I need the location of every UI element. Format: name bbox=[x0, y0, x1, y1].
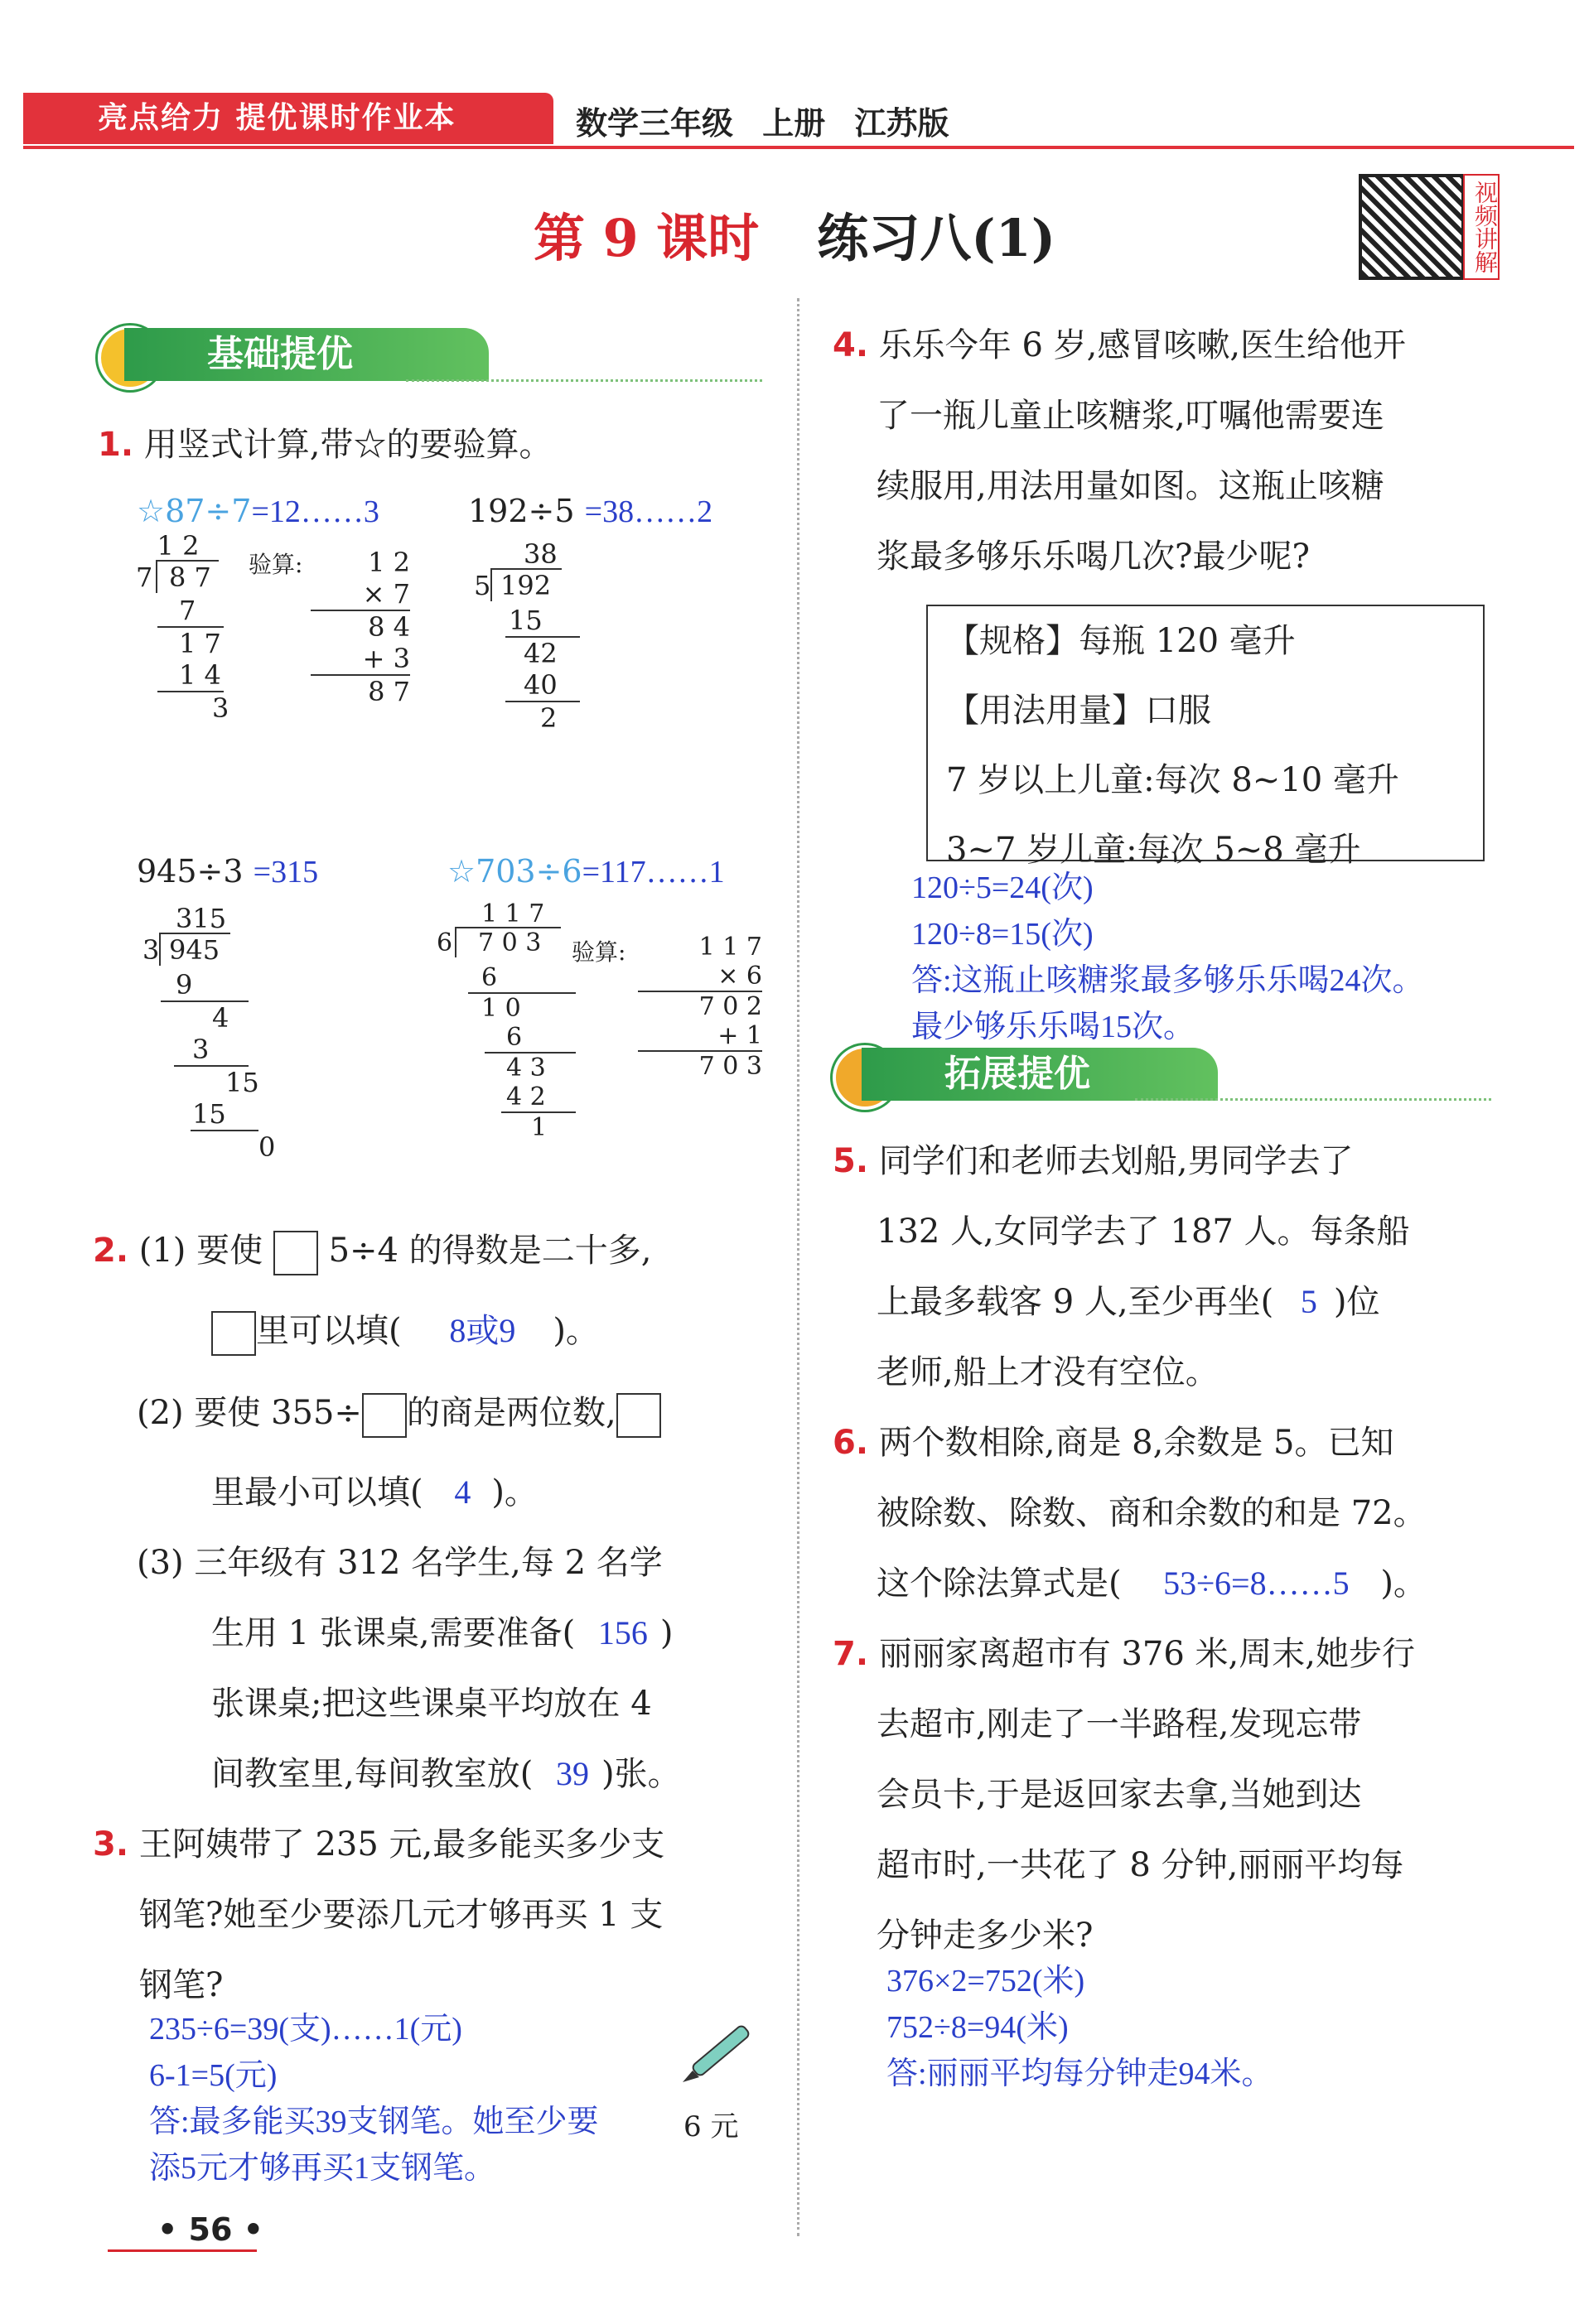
q4-l1: 乐乐今年 6 岁,感冒咳嗽,医生给他开 bbox=[878, 326, 1407, 364]
q7-number: 7. bbox=[833, 1635, 869, 1673]
pen-icon bbox=[671, 2021, 770, 2087]
q5-l4: 老师,船上才没有空位。 bbox=[877, 1353, 1219, 1391]
q5-l1: 同学们和老师去划船,男同学去了 bbox=[878, 1142, 1354, 1180]
q2-p2-end: )。 bbox=[491, 1473, 538, 1512]
q1-item-a-expr: ☆87÷7 bbox=[137, 493, 252, 529]
q2-line-8 bbox=[211, 1748, 681, 1795]
volume: 上册 bbox=[762, 105, 826, 142]
q1-work-c bbox=[141, 903, 276, 1163]
q2-p3-answer-2: 39 bbox=[556, 1755, 590, 1792]
work-d-row: 6 bbox=[506, 1023, 523, 1052]
work-b-quotient: 38 bbox=[524, 538, 558, 570]
q3-a2: 6-1=5(元) bbox=[149, 2058, 278, 2093]
q2-line-1 bbox=[93, 1224, 651, 1275]
check-a-line: 8 4 bbox=[368, 611, 410, 643]
work-b-row: 42 bbox=[505, 636, 580, 669]
work-b-divisor: 5 bbox=[474, 570, 491, 601]
q7-l4: 超市时,一共花了 8 分钟,丽丽平均每 bbox=[877, 1846, 1404, 1884]
q2-p3b: 生用 1 张课桌,需要准备( bbox=[211, 1614, 576, 1652]
q2-number: 2. bbox=[93, 1232, 129, 1270]
check-d-line: × 6 bbox=[638, 962, 762, 992]
q2-p2c: 里最小可以填( bbox=[211, 1473, 423, 1512]
q1-item-c-answer: =315 bbox=[253, 855, 319, 890]
q1-item-a bbox=[137, 493, 379, 530]
q4-l4: 浆最多够乐乐喝几次?最少呢? bbox=[877, 538, 1310, 576]
work-b-dividend: 192 bbox=[490, 568, 562, 601]
blank-box[interactable] bbox=[616, 1393, 661, 1438]
check-a-line: + 3 bbox=[311, 643, 410, 676]
work-d-dividend: 7 0 3 bbox=[455, 927, 561, 957]
q1-check-a bbox=[311, 547, 410, 707]
check-d-line: + 1 bbox=[638, 1021, 762, 1052]
work-c-quotient: 315 bbox=[176, 903, 227, 934]
q6-number: 6. bbox=[833, 1424, 869, 1462]
work-c-dividend: 945 bbox=[159, 933, 230, 966]
work-d-row: 1 0 bbox=[468, 992, 576, 1023]
q2-line-3 bbox=[137, 1386, 661, 1438]
q6-line-1 bbox=[833, 1416, 1394, 1463]
q4-a4: 最少够乐乐喝15次。 bbox=[911, 1010, 1195, 1044]
work-b-row: 15 bbox=[509, 605, 543, 636]
spec-line: 3~7 岁儿童:每次 5~8 毫升 bbox=[946, 831, 1361, 869]
q7-a2: 752÷8=94(米) bbox=[886, 2010, 1069, 2045]
column-divider bbox=[797, 298, 799, 2236]
q2-line-6 bbox=[211, 1607, 674, 1654]
q1-item-d-expr: ☆703÷6 bbox=[447, 853, 582, 890]
q2-p3c: ) bbox=[659, 1614, 674, 1652]
q3-number: 3. bbox=[93, 1825, 129, 1864]
q1-item-d bbox=[447, 853, 725, 890]
section-basic: 基础提优 bbox=[124, 328, 489, 381]
q4-line-1 bbox=[833, 319, 1406, 366]
q7-a1: 376×2=752(米) bbox=[886, 1964, 1085, 1999]
q1-work-a bbox=[133, 530, 229, 724]
work-d-divisor: 6 bbox=[437, 928, 453, 957]
work-a-row: 1 4 bbox=[179, 659, 221, 691]
q1-item-c bbox=[137, 853, 318, 890]
check-a-line: 8 7 bbox=[368, 676, 410, 707]
brand-title: 亮点给力 提优课时作业本 bbox=[98, 101, 456, 135]
work-a-row: 1 7 bbox=[157, 626, 224, 659]
q1-item-d-answer: =117……1 bbox=[582, 855, 725, 890]
q1-work-b bbox=[472, 538, 580, 734]
work-b-row: 2 bbox=[505, 701, 580, 734]
q3-a1: 235÷6=39(支)……1(元) bbox=[149, 2012, 462, 2047]
q4-number: 4. bbox=[833, 326, 869, 364]
q7-l1: 丽丽家离超市有 376 米,周末,她步行 bbox=[878, 1635, 1415, 1673]
q2-p2a: (2) 要使 355÷ bbox=[137, 1394, 362, 1432]
q2-p3-answer-1: 156 bbox=[597, 1614, 648, 1651]
q2-p1-end: )。 bbox=[553, 1312, 599, 1350]
q2-line-2 bbox=[211, 1304, 599, 1356]
q2-p1-answer: 8或9 bbox=[449, 1312, 516, 1349]
q4-l3: 续服用,用法用量如图。这瓶止咳糖 bbox=[877, 467, 1384, 505]
header-subtitle bbox=[576, 98, 949, 143]
q7-l3: 会员卡,于是返回家去拿,当她到达 bbox=[877, 1776, 1362, 1814]
work-c-row: 0 bbox=[191, 1130, 258, 1163]
q4-a1: 120÷5=24(次) bbox=[911, 870, 1094, 905]
q7-line-1 bbox=[833, 1627, 1415, 1675]
q1-check-d bbox=[638, 933, 762, 1081]
q2-p2b: 的商是两位数, bbox=[406, 1394, 616, 1432]
q1-number: 1. bbox=[98, 426, 134, 464]
q2-p1b: 5÷4 的得数是二十多, bbox=[328, 1232, 652, 1270]
blank-box[interactable] bbox=[273, 1231, 318, 1275]
q4-a2: 120÷8=15(次) bbox=[911, 917, 1094, 952]
work-c-row: 15 bbox=[174, 1065, 249, 1098]
header-rule bbox=[23, 146, 1574, 149]
work-a-quotient: 1 2 bbox=[157, 530, 200, 562]
q1-item-b-answer: =38……2 bbox=[584, 494, 713, 529]
q1-check-label-d: 验算: bbox=[572, 938, 626, 966]
footer-rule bbox=[108, 2249, 257, 2252]
work-d-row: 1 bbox=[501, 1111, 576, 1142]
lesson-name: 练习八(1) bbox=[817, 208, 1056, 268]
q2-p1c: 里可以填( bbox=[256, 1312, 402, 1350]
work-d-row: 4 3 bbox=[485, 1052, 576, 1082]
check-d-line: 7 0 3 bbox=[698, 1052, 762, 1081]
blank-box[interactable] bbox=[362, 1393, 407, 1438]
spec-line: 【规格】每瓶 120 毫升 bbox=[946, 622, 1296, 660]
q5-line-3 bbox=[877, 1275, 1380, 1323]
page-number: • 56 • bbox=[157, 2211, 263, 2248]
section-dots bbox=[406, 379, 762, 382]
edition: 江苏版 bbox=[854, 105, 949, 142]
work-a-row: 7 bbox=[179, 595, 196, 626]
q2-p1a: (1) 要使 bbox=[138, 1232, 263, 1270]
q6-l1: 两个数相除,商是 8,余数是 5。已知 bbox=[878, 1424, 1394, 1462]
blank-box[interactable] bbox=[211, 1311, 256, 1356]
q1-item-a-answer: =12……3 bbox=[251, 494, 379, 529]
q3-l1: 王阿姨带了 235 元,最多能买多少支 bbox=[138, 1825, 665, 1864]
q5-line-1 bbox=[833, 1135, 1353, 1182]
qr-label: 视频讲解 bbox=[1463, 174, 1500, 280]
q3-l3: 钢笔? bbox=[139, 1966, 224, 2004]
q2-p3f: )张。 bbox=[601, 1755, 681, 1793]
qr-code-icon[interactable] bbox=[1359, 174, 1465, 280]
q1-item-b bbox=[468, 493, 712, 530]
q2-line-4 bbox=[211, 1466, 538, 1513]
check-d-line: 7 0 2 bbox=[698, 992, 762, 1021]
q5-number: 5. bbox=[833, 1142, 869, 1180]
q1-item-c-expr: 945÷3 bbox=[137, 853, 244, 890]
work-d-row: 4 2 bbox=[506, 1082, 546, 1111]
pen-price: 6 元 bbox=[683, 2110, 739, 2143]
q7-a3: 答:丽丽平均每分钟走94米。 bbox=[886, 2056, 1273, 2091]
q2-p3a: (3) 三年级有 312 名学生,每 2 名学 bbox=[137, 1544, 663, 1582]
spec-line: 7 岁以上儿童:每次 8~10 毫升 bbox=[946, 761, 1399, 799]
q5-l3a: 上最多载客 9 人,至少再坐( bbox=[877, 1283, 1274, 1321]
work-c-row: 15 bbox=[192, 1098, 226, 1130]
work-a-row: 3 bbox=[157, 691, 224, 724]
header-band bbox=[23, 93, 553, 144]
q5-answer: 5 bbox=[1300, 1283, 1317, 1320]
lesson-number: 第 9 课时 bbox=[533, 208, 760, 268]
q1-check-label-a: 验算: bbox=[249, 551, 303, 578]
dosage-label-box bbox=[926, 605, 1485, 869]
check-a-line: × 7 bbox=[311, 578, 410, 611]
q6-answer: 53÷6=8……5 bbox=[1163, 1565, 1350, 1602]
q4-a3: 答:这瓶止咳糖浆最多够乐乐喝24次。 bbox=[911, 963, 1424, 998]
q6-l3b: )。 bbox=[1380, 1565, 1427, 1603]
check-a-line: 1 2 bbox=[368, 547, 410, 578]
q2-p2-answer: 4 bbox=[454, 1473, 471, 1511]
work-a-dividend: 8 7 bbox=[156, 560, 219, 593]
section-extend: 拓展提优 bbox=[862, 1048, 1218, 1101]
work-b-row: 40 bbox=[524, 669, 558, 701]
work-a-divisor: 7 bbox=[136, 562, 153, 593]
subject: 数学三年级 bbox=[576, 105, 734, 142]
work-c-row: 9 bbox=[176, 969, 193, 1000]
q3-l2: 钢笔?她至少要添几元才够再买 1 支 bbox=[139, 1896, 664, 1934]
check-d-line: 1 1 7 bbox=[698, 933, 762, 962]
q3-line-1 bbox=[93, 1818, 664, 1865]
q3-a3: 答:最多能买39支钢笔。她至少要 bbox=[149, 2105, 599, 2139]
work-d-quotient: 1 1 7 bbox=[481, 899, 545, 928]
q1-work-d bbox=[435, 899, 576, 1142]
work-c-row: 3 bbox=[192, 1034, 210, 1065]
q6-l3a: 这个除法算式是( bbox=[877, 1565, 1122, 1603]
q5-l3b: )位 bbox=[1333, 1283, 1380, 1321]
work-c-divisor: 3 bbox=[142, 934, 160, 966]
work-d-row: 6 bbox=[481, 963, 498, 992]
work-c-row: 4 bbox=[161, 1000, 249, 1034]
q2-p3d: 张课桌;把这些课桌平均放在 4 bbox=[211, 1685, 652, 1723]
q5-l2: 132 人,女同学去了 187 人。每条船 bbox=[877, 1213, 1410, 1251]
q3-a4: 添5元才够再买1支钢笔。 bbox=[149, 2151, 496, 2186]
q1-item-b-expr: 192÷5 bbox=[468, 493, 575, 529]
q7-l5: 分钟走多少米? bbox=[877, 1917, 1094, 1955]
section-dots bbox=[1135, 1098, 1491, 1101]
page-title bbox=[0, 197, 1589, 271]
q7-l2: 去超市,刚走了一半路程,发现忘带 bbox=[877, 1705, 1362, 1743]
q6-line-3 bbox=[877, 1557, 1427, 1604]
spec-line: 【用法用量】口服 bbox=[946, 692, 1211, 730]
q1-text: 用竖式计算,带☆的要验算。 bbox=[143, 426, 553, 464]
q2-p3e: 间教室里,每间教室放( bbox=[211, 1755, 534, 1793]
q1-prompt bbox=[98, 418, 552, 465]
q4-l2: 了一瓶儿童止咳糖浆,叮嘱他需要连 bbox=[877, 397, 1384, 435]
q6-l2: 被除数、除数、商和余数的和是 72。 bbox=[877, 1494, 1427, 1532]
